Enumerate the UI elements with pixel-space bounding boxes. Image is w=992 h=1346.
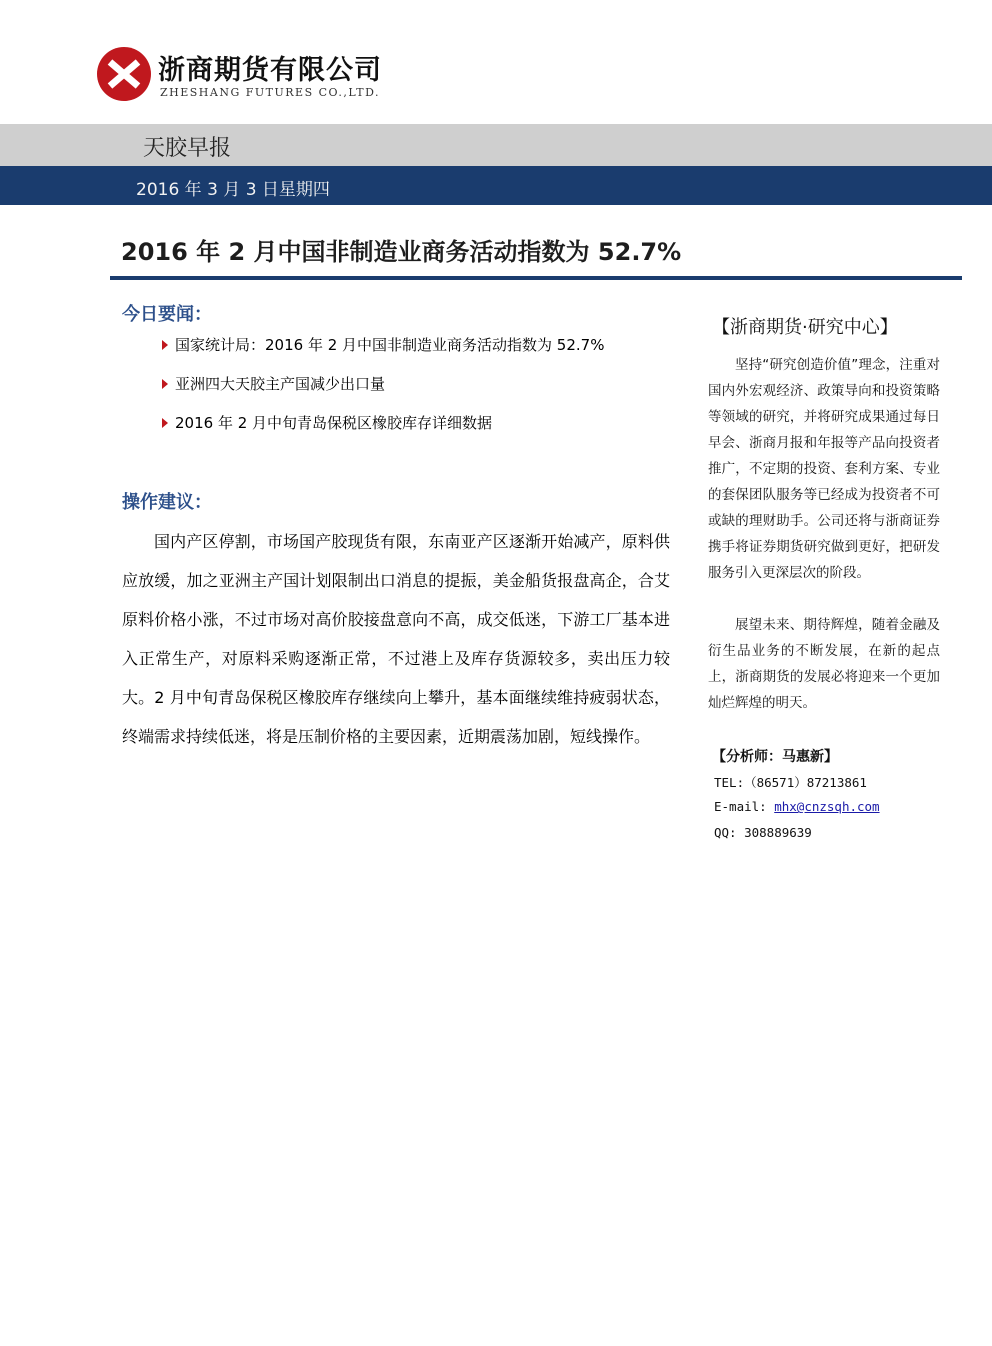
bullet-triangle-icon (162, 379, 168, 389)
email-link[interactable]: mhx@cnzsqh.com (774, 799, 880, 814)
report-date: 2016 年 3 月 3 日星期四 (136, 180, 330, 200)
report-title: 天胶早报 (143, 136, 232, 161)
advice-section-title: 操作建议： (122, 492, 212, 513)
headline: 2016 年 2 月中国非制造业商务活动指数为 52.7% (121, 238, 682, 266)
news-item (162, 412, 604, 451)
news-item-text: 2016 年 2 月中旬青岛保税区橡胶库存详细数据 (175, 414, 493, 432)
headline-divider (110, 276, 962, 280)
research-center-title: 【浙商期货·研究中心】 (712, 317, 898, 338)
news-section-title: 今日要闻： (122, 304, 212, 325)
zheshang-logo-icon (96, 46, 152, 102)
news-list (162, 334, 604, 451)
news-item (162, 334, 604, 373)
analyst-name: 【分析师：马惠新】 (712, 749, 838, 765)
research-center-outlook: 展望未来、期待辉煌，随着金融及衍生品业务的不断发展，在新的起点上，浙商期货的发展必将迎来一个更加灿烂辉煌的明天。 (708, 617, 940, 711)
news-item-text: 亚洲四大天胶主产国减少出口量 (175, 375, 386, 393)
bullet-triangle-icon (162, 340, 168, 350)
analyst-tel: TEL:（86571）87213861 (714, 775, 867, 790)
date-band (0, 166, 992, 205)
analyst-email-row (714, 799, 880, 814)
company-name-cn: 浙商期货有限公司 (158, 55, 382, 86)
advice-paragraph: 国内产区停割，市场国产胶现货有限，东南亚产区逐渐开始减产，原料供应放缓，加之亚洲主产国计划限制出口消息的提振，美金船货报盘高企，合艾原料价格小涨，不过市场对高价胶接盘意向不高，成交低迷，下游工厂基本进入正常生产，对原料采购逐渐正常，不过港上及库存货源较多，卖出压力较大。2 月中旬青岛保税区橡胶库存继续向上攀升，基本面继续维持疲弱状态，终端需求持续低迷，将是压制价格的主要因素，近期震荡加剧，短线操作。 (122, 532, 670, 746)
email-label: E-mail: (714, 799, 775, 814)
news-item (162, 373, 604, 412)
company-logo (96, 44, 386, 106)
news-item-text: 国家统计局：2016 年 2 月中国非制造业商务活动指数为 52.7% (175, 336, 605, 354)
analyst-qq: QQ: 308889639 (714, 825, 812, 840)
report-title-band (0, 124, 992, 166)
bullet-triangle-icon (162, 418, 168, 428)
research-center-intro: 坚持“研究创造价值”理念，注重对国内外宏观经济、政策导向和投资策略等领域的研究，并将研究成果通过每日早会、浙商月报和年报等产品向投资者推广，不定期的投资、套利方案、专业的套保团队服务等已经成为投资者不可或缺的理财助手。公司还将与浙商证券携手将证券期货研究做到更好，把研发服务引入更深层次的阶段。 (708, 357, 940, 581)
company-name-en: ZHESHANG FUTURES CO.,LTD. (160, 86, 381, 99)
